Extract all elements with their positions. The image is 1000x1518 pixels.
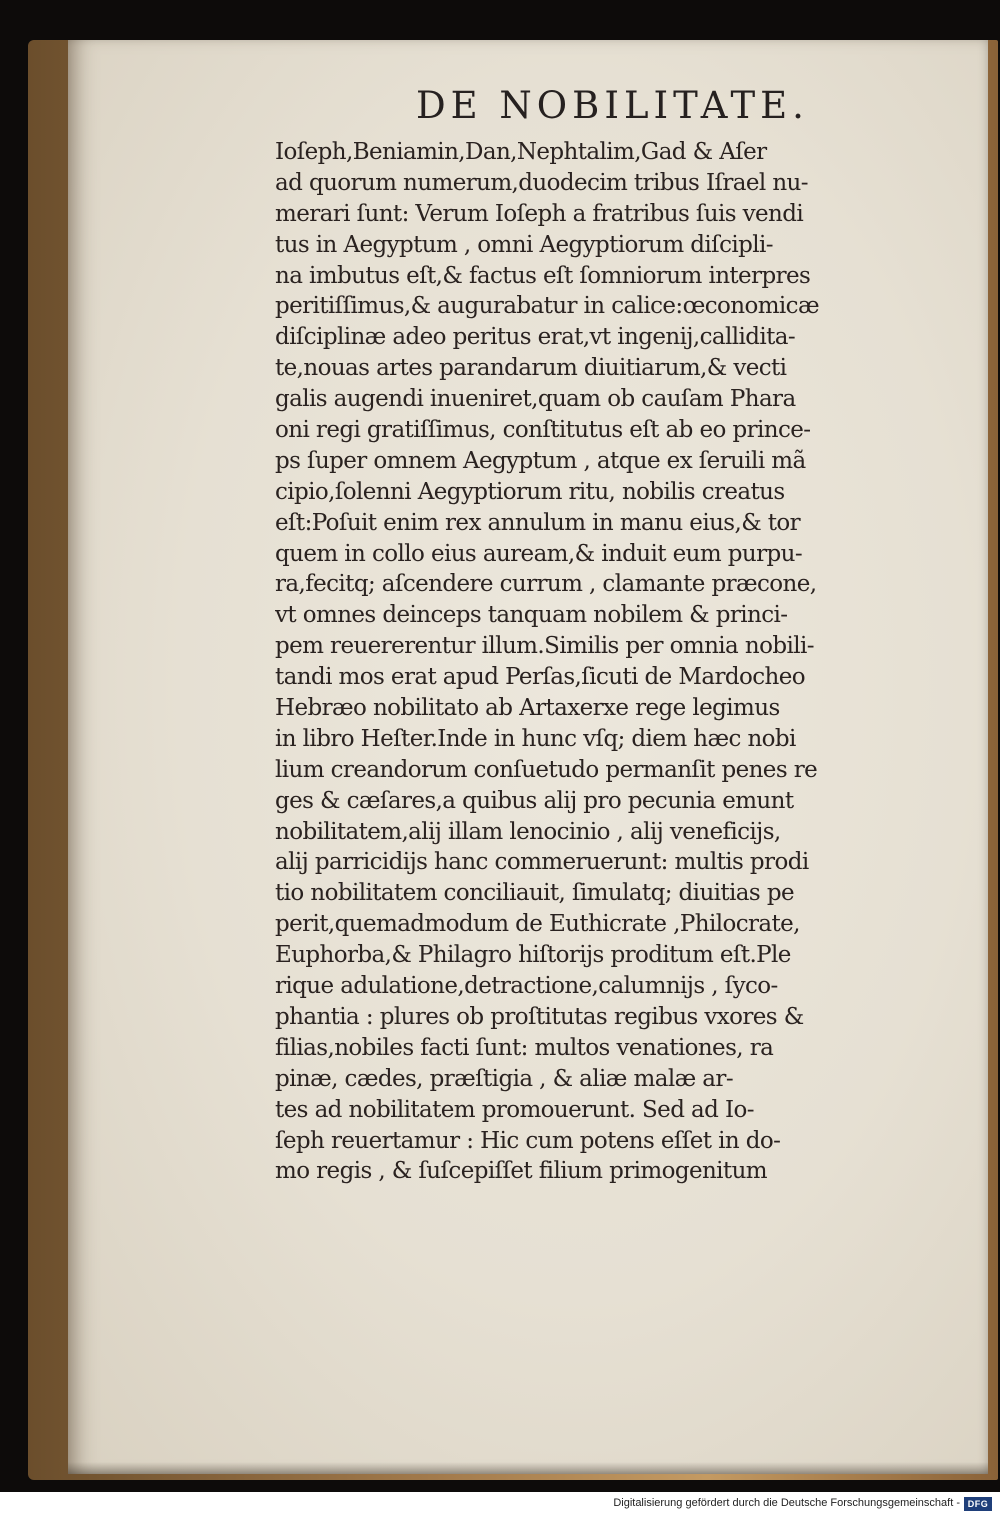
text-line: cipio,ſolenni Aegyptiorum ritu, nobilis creatus xyxy=(275,478,785,505)
text-line: rique adulatione,detractione,calumnijs , ſyco- xyxy=(275,973,778,1000)
text-line: nobilitatem,alij illam lenocinio , alij veneficijs, xyxy=(275,818,781,845)
text-line: alij parricidijs hanc commeruerunt: multis prodi xyxy=(275,849,809,876)
text-line: oni regi gratiſſimus, conſtitutus eſt ab eo prince- xyxy=(275,417,811,444)
text-line: na imbutus eſt,& factus eſt ſomniorum interpres xyxy=(275,262,811,289)
text-line: ges & cæſares,a quibus alij pro pecunia emunt xyxy=(275,787,794,814)
text-block xyxy=(275,137,930,1187)
text-line: in libro Heſter.Inde in hunc vſq; diem hæc nobi xyxy=(275,725,796,752)
text-line: merari ſunt: Verum Ioſeph a fratribus ſuis vendi xyxy=(275,200,804,227)
text-line: eſt:Poſuit enim rex annulum in manu eius,& tor xyxy=(275,509,801,536)
text-line: filias,nobiles facti ſunt: multos venationes, ra xyxy=(275,1034,774,1061)
footer-bar xyxy=(0,1492,1000,1518)
text-line: tio nobilitatem conciliauit, ſimulatq; diuitias pe xyxy=(275,880,794,907)
text-line: mo regis , & ſuſcepiſſet filium primogenitum xyxy=(275,1158,767,1185)
text-line: diſciplinæ adeo peritus erat,vt ingenij,callidita- xyxy=(275,324,796,351)
text-line: phantia : plures ob proſtitutas regibus vxores & xyxy=(275,1003,804,1030)
text-line: peritiſſimus,& augurabatur in calice:œconomicæ xyxy=(275,293,819,320)
text-line: galis augendi inueniret,quam ob cauſam Phara xyxy=(275,386,796,413)
text-line: pinæ, cædes, præſtigia , & aliæ malæ ar- xyxy=(275,1065,733,1092)
running-head: DE NOBILITATE. xyxy=(416,84,809,127)
text-line: Hebræo nobilitato ab Artaxerxe rege legimus xyxy=(275,695,780,722)
text-line: tandi mos erat apud Perſas,ſicuti de Mardocheo xyxy=(275,664,805,691)
text-line: Ioſeph,Beniamin,Dan,Nephtalim,Gad & Aſer xyxy=(275,139,767,165)
funding-note: Digitalisierung gefördert durch die Deutsche Forschungsgemeinschaft - xyxy=(613,1497,960,1509)
text-line: tes ad nobilitatem promouerunt. Sed ad Io- xyxy=(275,1096,754,1123)
text-line: ps ſuper omnem Aegyptum , atque ex ſeruili mã xyxy=(275,447,806,474)
text-line: Euphorba,& Philagro hiſtorijs proditum eſt.Ple xyxy=(275,942,791,969)
text-line: lium creandorum conſuetudo permanſit penes re xyxy=(275,756,818,783)
text-line: te,nouas artes parandarum diuitiarum,& vecti xyxy=(275,355,787,382)
text-line: pem reuererentur illum.Similis per omnia nobili- xyxy=(275,633,814,660)
text-line: ſeph reuertamur : Hic cum potens eſſet in do- xyxy=(275,1127,781,1154)
text-line: tus in Aegyptum , omni Aegyptiorum diſcipli- xyxy=(275,231,773,258)
text-line: ra,fecitq; aſcendere currum , clamante præcone, xyxy=(275,571,817,598)
text-line: vt omnes deinceps tanquam nobilem & princi- xyxy=(275,602,788,629)
text-line: quem in collo eius auream,& induit eum purpu- xyxy=(275,540,802,567)
dfg-logo: DFG xyxy=(964,1497,992,1511)
text-line: perit,quemadmodum de Euthicrate ,Philocrate, xyxy=(275,911,800,938)
text-line: ad quorum numerum,duodecim tribus Iſrael nu- xyxy=(275,169,808,196)
